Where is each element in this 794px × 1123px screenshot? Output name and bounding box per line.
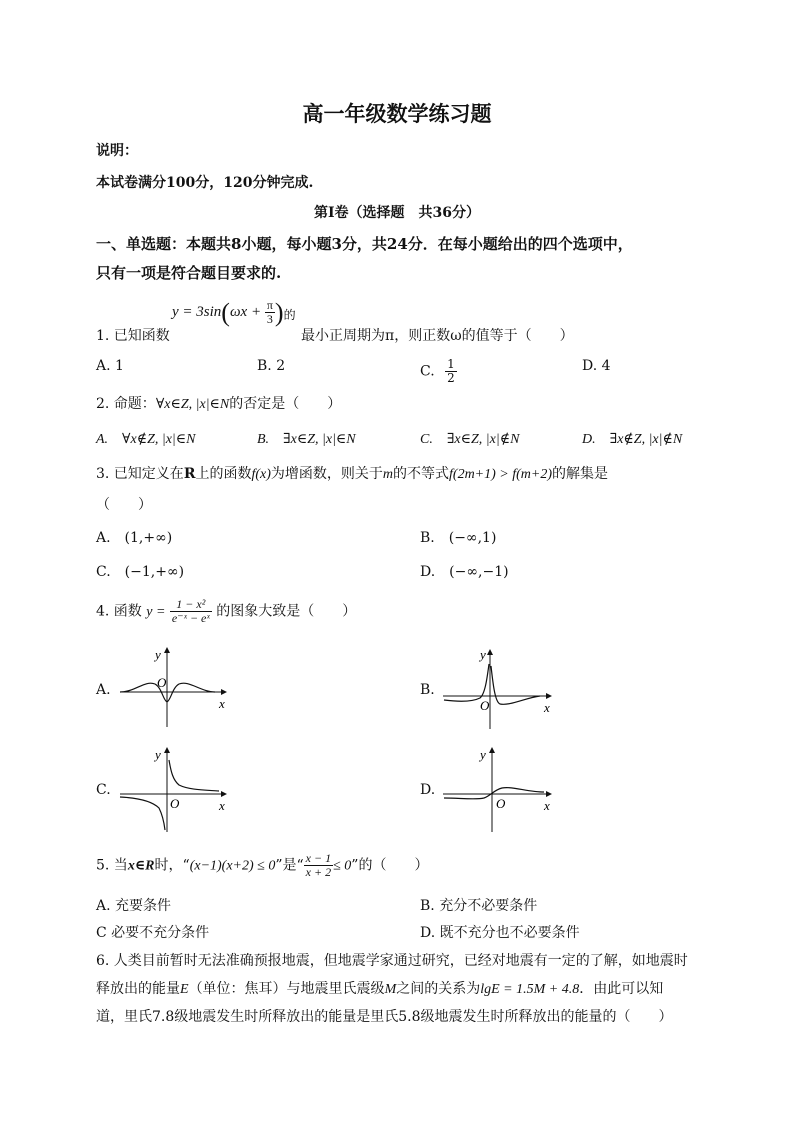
q5-frac-num: x − 1 [305,851,332,865]
q6-line2-c: 之间的关系为 [396,981,481,997]
q6-energy-symbol: E [180,982,189,997]
part-header: 第I卷（选择题 共36分） [313,205,481,221]
q5-cond: x∈R [127,858,155,874]
q5-option-d[interactable]: D. 既不充分也不必要条件 [420,925,580,941]
q3-set-r: R [183,466,196,482]
q5-frac-den: x + 2 [305,865,332,879]
section-heading-line1: 一、单选题：本题共8小题，每小题3分，共24分．在每小题给出的四个选项中， [96,235,633,253]
q5-stem-b: 时，“ [154,857,190,874]
q5-stem-c: ”是“ [275,857,304,874]
q1-option-c-num: 1 [447,357,455,371]
q3-stem-e: 的解集是 [552,466,609,482]
q4-graph-d [440,742,560,834]
q3-stem [96,463,608,483]
q2-option-c[interactable]: C. ∃x∈Z, |x|∉N [420,432,520,447]
q1-option-d[interactable]: D. 4 [582,358,611,374]
q4-graph-a-origin: O [157,675,167,690]
q1-option-c-den: 2 [447,371,455,385]
page-title: 高一年级数学练习题 [302,101,492,126]
q2-stem-math: ∀x∈Z, |x|∈N [155,397,230,412]
q4-graph-b-x: x [544,700,550,715]
q3-stem-d: 的不等式 [393,466,450,482]
q4-graph-c-x: x [219,798,225,813]
q4-graph-c [115,742,235,834]
q4-graph-a-x: x [219,696,225,711]
q5-stem [96,852,428,879]
q4-frac-den: e⁻ˣ − eˣ [171,611,210,625]
q5-stem-a: 5. 当 [96,857,128,874]
q4-frac-num: 1 − x² [170,598,212,612]
q4-graph-b-y: y [480,647,486,662]
intro-text: 本试卷满分100分，120分钟完成. [96,175,314,191]
q5-option-a[interactable]: A. 充要条件 [96,898,172,914]
q3-inequality: f(2m+1) > f(m+2) [449,467,553,482]
q2-option-a[interactable]: A. ∀x∉Z, |x|∈N [96,432,196,447]
q4-graph-c-y: y [155,747,161,762]
q6-formula: lgE = 1.5M + 4.8 [480,982,580,997]
q5-stem-d: ”的（ ） [351,857,429,874]
q4-graph-d-y: y [480,747,486,762]
q2-stem-suffix: 的否定是（ ） [229,396,342,412]
q3-stem-c: 为增函数，则关于 [270,466,383,482]
q6-line2-a: 释放出的能量 [96,981,180,997]
q5-option-c[interactable]: C 必要不充分条件 [96,925,210,941]
q2-stem [96,393,341,413]
intro-label: 说明： [96,143,138,159]
q4-option-c-label[interactable]: C. [96,782,111,798]
q5-expr2-tail: ≤ 0 [333,858,352,874]
q5-option-b[interactable]: B. 充分不必要条件 [420,898,538,914]
q3-m: m [382,467,394,482]
q1-option-a[interactable]: A. 1 [96,358,124,374]
q4-graph-d-x: x [544,798,550,813]
q3-option-c[interactable]: C. (−1,+∞) [96,564,185,580]
q2-option-d[interactable]: D. ∃x∉Z, |x|∉N [582,432,683,447]
q1-formula-den: 3 [266,312,273,327]
q6-magnitude-symbol: M [384,982,397,997]
q2-option-b[interactable]: B. ∃x∈Z, |x|∈N [257,432,356,447]
q1-formula-num: π [266,298,273,313]
q3-stem-a: 3. 已知定义在 [96,466,184,482]
q4-option-b-label[interactable]: B. [420,682,435,698]
q3-option-d[interactable]: D. (−∞,−1) [420,564,509,580]
q6-line1: 6. 人类目前暂时无法准确预报地震，但地震学家通过研究，已经对地震有一定的了解，如地震时 [96,953,688,969]
q4-graph-a-y: y [155,647,161,662]
q1-option-b[interactable]: B. 2 [257,358,286,374]
q4-graph-b [440,644,560,734]
q5-expr1: (x−1)(x+2) ≤ 0 [189,858,276,874]
q6-line2-b: （单位：焦耳）与地震里氏震级 [188,981,385,997]
q6-line2 [96,978,663,998]
q4-graph-a [115,642,235,732]
q4-option-a-label[interactable]: A. [96,682,111,698]
section-heading-line2: 只有一项是符合题目要求的. [96,264,282,282]
q4-graph-c-origin: O [170,796,180,811]
q1-stem: 最小正周期为π，则正数ω的值等于（ ） [301,328,574,344]
q4-graph-d-origin: O [496,796,506,811]
q1-prefix: 1. 已知函数 [96,328,170,344]
q4-stem-b: 的图象大致是（ ） [216,603,357,620]
q2-stem-prefix: 2. 命题： [96,396,156,412]
q4-y-eq: y = [146,604,166,620]
q1-formula-prefix: y = 3sin [172,304,222,320]
q3-option-b[interactable]: B. (−∞,1) [420,530,497,546]
q4-stem-a: 4. 函数 [96,603,142,620]
q1-option-c[interactable] [420,358,457,385]
q3-answer-paren: （ ） [96,497,152,513]
q3-stem-b: 上的函数 [195,466,252,482]
q1-option-c-label: C. [420,363,435,380]
q1-formula-tail: 的 [283,308,296,322]
q4-graph-b-origin: O [480,698,490,713]
q3-fx: f(x) [251,467,271,482]
q6-line3: 道，里氏7.8级地震发生时所释放出的能量是里氏5.8级地震发生时所释放出的能量的（ ） [96,1009,673,1025]
q3-option-a[interactable]: A. (1,+∞) [96,530,173,546]
q1-formula: y = 3sin(ωx + $\frac{\pi}{3}$ )$_的$ [172,298,296,327]
q4-option-d-label[interactable]: D. [420,782,436,798]
q6-line2-d: ．由此可以知 [579,981,664,997]
q1-formula-inner: ωx + [229,304,262,320]
q4-stem [96,598,356,625]
